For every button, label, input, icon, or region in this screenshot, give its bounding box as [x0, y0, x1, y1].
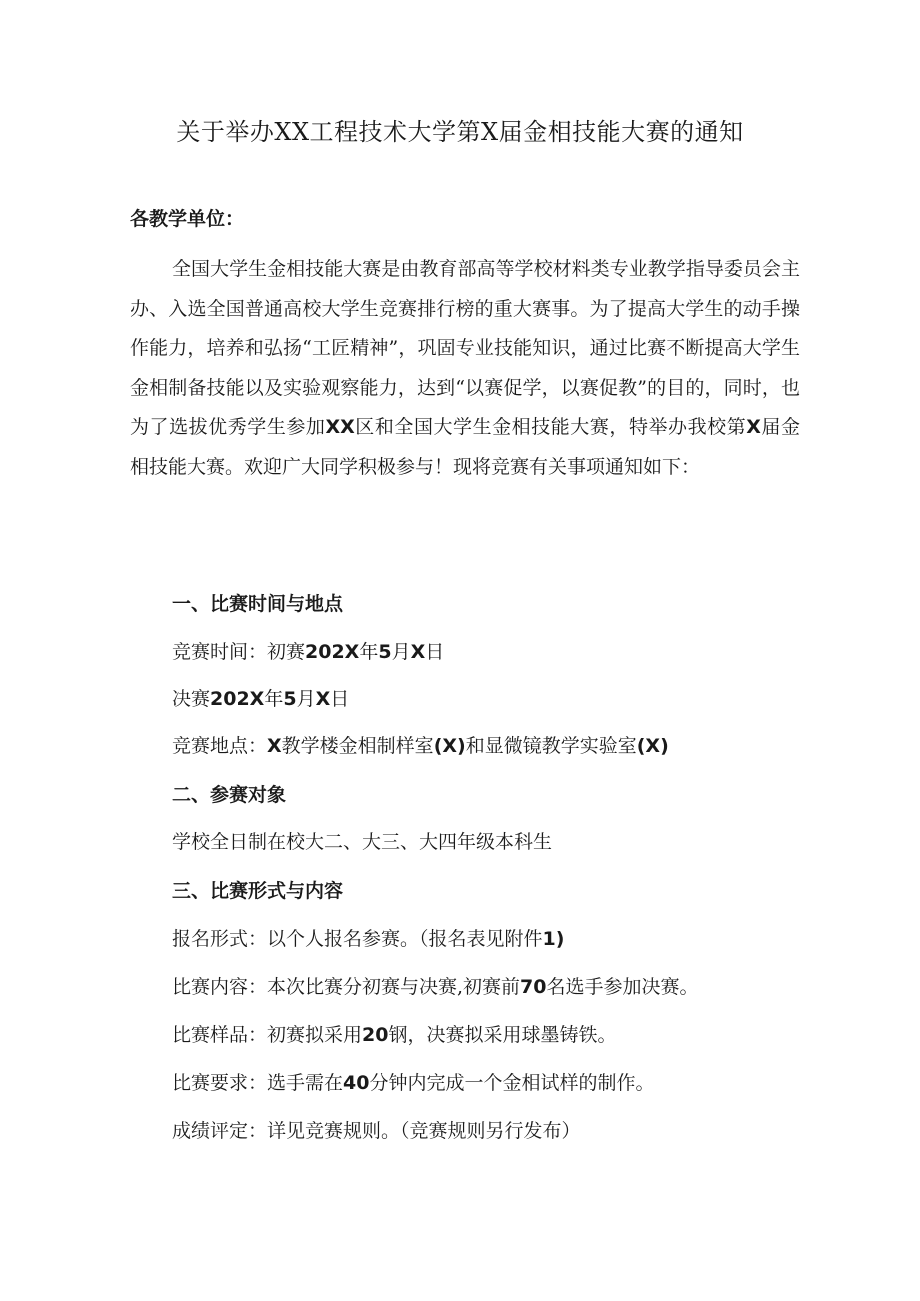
intro-region-code: XX	[325, 416, 355, 438]
prelim-time-line: 竞赛时间：初赛202X年5月X日	[172, 641, 445, 663]
requirement-line: 比赛要求：选手需在40分钟内完成一个金相试样的制作。	[172, 1072, 655, 1094]
section2-heading: 二、参赛对象	[172, 784, 287, 806]
section3-heading: 三、比赛形式与内容	[172, 880, 344, 902]
participants-line: 学校全日制在校大二、大三、大四年级本科生	[172, 831, 553, 853]
content-line: 比赛内容：本次比赛分初赛与决赛,初赛前70名选手参加决赛。	[172, 976, 699, 998]
venue-line: 竞赛地点：X教学楼金相制样室(X)和显微镜教学实验室(X)	[172, 735, 669, 757]
intro-text-2: 区和全国大学生金相技能大赛，特举办我校第	[354, 416, 747, 438]
intro-edition-number: X	[746, 416, 761, 438]
section1-heading: 一、比赛时间与地点	[172, 593, 344, 615]
sample-line: 比赛样品：初赛拟采用20钢，决赛拟采用球墨铸铁。	[172, 1024, 617, 1046]
final-time-line: 决赛202X年5月X日	[172, 688, 350, 710]
salutation: 各教学单位：	[130, 208, 245, 230]
scoring-line: 成绩评定：详见竞赛规则。（竞赛规则另行发布）	[172, 1120, 581, 1142]
intro-text-3: 届金相技能大赛。欢迎广大同学积极参与！现将竞赛有关事项通知如下：	[130, 416, 800, 478]
document-title: 关于举办XX工程技术大学第X届金相技能大赛的通知	[176, 118, 744, 146]
intro-paragraph	[130, 250, 800, 487]
signup-line: 报名形式：以个人报名参赛。（报名表见附件1)	[172, 928, 565, 950]
intro-text-1: 全国大学生金相技能大赛是由教育部高等学校材料类专业教学指导委员会主办、入选全国普通高校大学生竞赛排行榜的重大赛事。为了提高大学生的动手操作能力，培养和弘扬“工匠精神”，巩固专业技能知识，通过比赛不断提高大学生金相制备技能以及实验观察能力，达到“以赛促学，以赛促教”的目的，同时，也为了选拔优秀学生参加	[130, 258, 800, 438]
